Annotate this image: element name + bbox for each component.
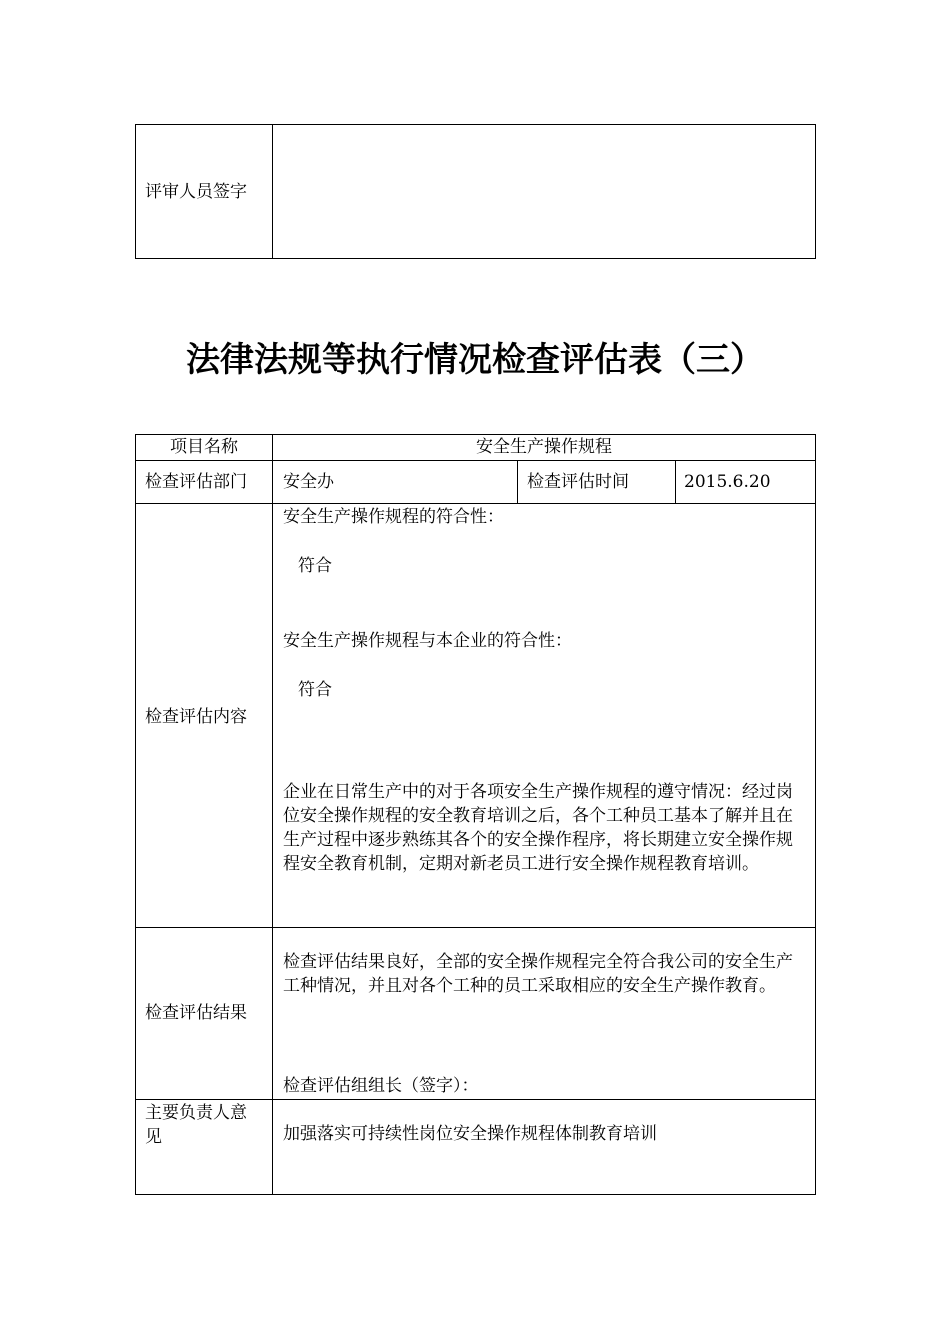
table-column-divider <box>272 124 273 259</box>
row-line-2 <box>135 503 816 504</box>
table-border-left <box>135 124 136 259</box>
col-line-time-value <box>675 460 676 504</box>
row-line-4 <box>135 1099 816 1100</box>
department-value: 安全办 <box>283 472 334 492</box>
col-line-time-label <box>517 460 518 504</box>
adherence-description: 企业在日常生产中的对于各项安全生产操作规程的遵守情况：经过岗位安全操作规程的安全教育培训之后，各个工种员工基本了解并且在生产过程中逐步熟练其各个的安全操作程序，将长期建立安全操作规程安全教育机制，定期对新老员工进行安全操作规程教育培训。 <box>283 782 793 874</box>
leader-signature-label: 检查评估组组长（签字）： <box>283 1076 479 1096</box>
table-border-bottom <box>135 258 816 259</box>
result-text: 检查评估结果良好，全部的安全操作规程完全符合我公司的安全生产工种情况，并且对各个工种的员工采取相应的安全生产操作教育。 <box>283 952 793 996</box>
page-title: 法律法规等执行情况检查评估表（三） <box>186 340 764 380</box>
col-line-right <box>815 434 816 1195</box>
compliance-answer: 符合 <box>298 556 332 576</box>
compliance-question: 安全生产操作规程的符合性： <box>283 507 504 527</box>
result-label: 检查评估结果 <box>145 1003 247 1023</box>
enterprise-compliance-answer: 符合 <box>298 680 332 700</box>
enterprise-compliance-question: 安全生产操作规程与本企业的符合性： <box>283 631 572 651</box>
opinion-value: 加强落实可持续性岗位安全操作规程体制教育培训 <box>283 1124 657 1144</box>
project-name-label: 项目名称 <box>170 437 238 457</box>
evaluation-time-label: 检查评估时间 <box>527 472 629 492</box>
table-border-top <box>135 124 816 125</box>
row-line-bottom <box>135 1194 816 1195</box>
evaluation-time-value: 2015.6.20 <box>684 472 771 492</box>
row-line-1 <box>135 460 816 461</box>
reviewer-signature-label: 评审人员签字 <box>145 182 247 202</box>
row-line-3 <box>135 927 816 928</box>
col-line-left <box>135 434 136 1195</box>
opinion-label: 主要负责人意见 <box>145 1103 247 1147</box>
content-label: 检查评估内容 <box>145 707 247 727</box>
table-border-right <box>815 124 816 259</box>
department-label: 检查评估部门 <box>145 472 247 492</box>
project-name-value: 安全生产操作规程 <box>476 437 612 457</box>
col-line-label <box>272 434 273 1195</box>
